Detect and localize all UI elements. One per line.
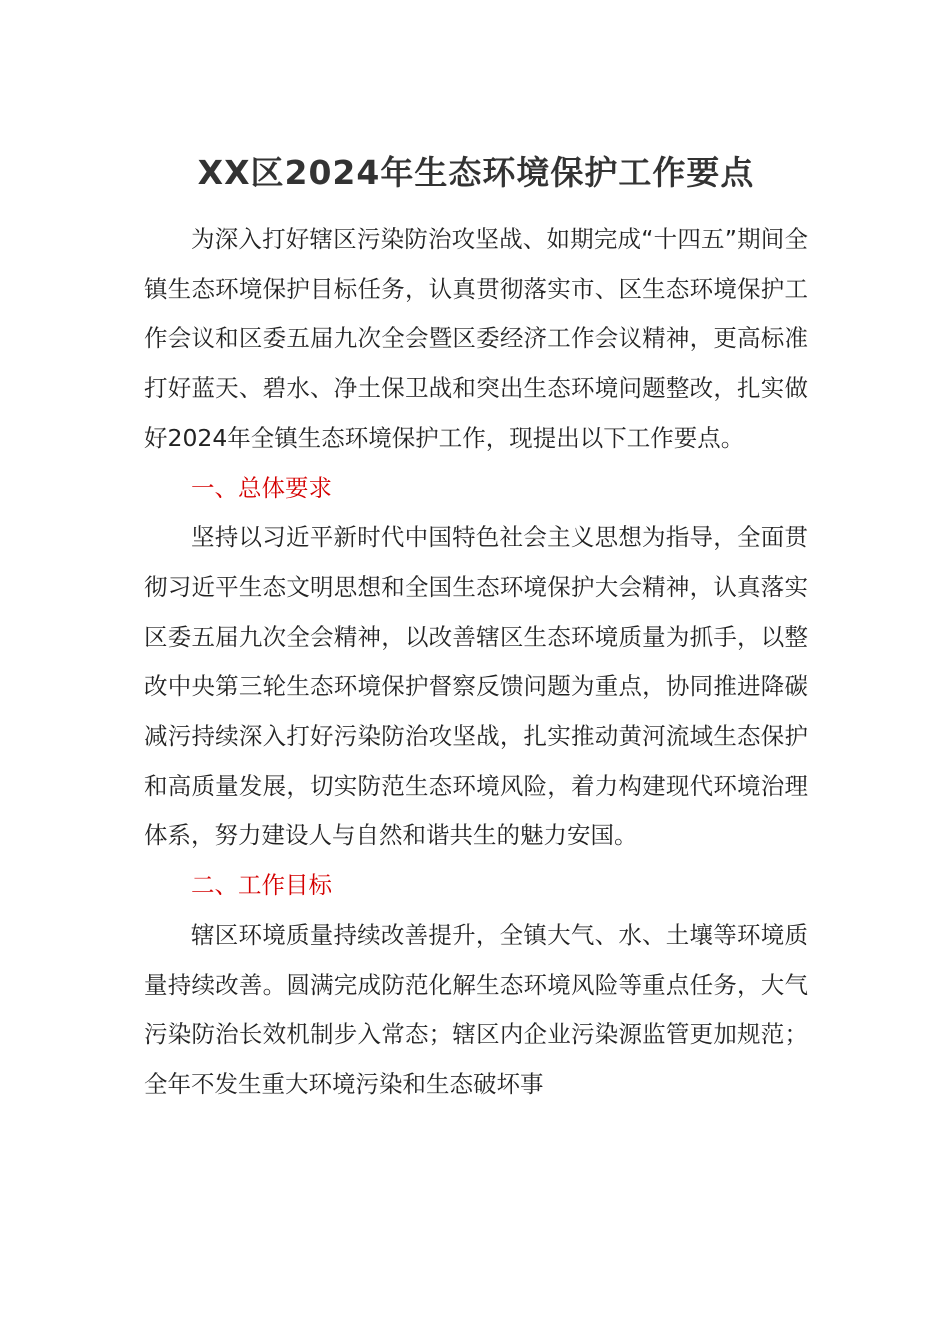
document-body [144,215,808,1110]
document-title: XX区2024年生态环境保护工作要点 [197,153,755,192]
section-body-work-goals: 辖区环境质量持续改善提升，全镇大气、水、土壤等环境质量持续改善。圆满完成防范化解生态环境风险等重点任务，大气污染防治长效机制步入常态；辖区内企业污染源监管更加规范；全年不发生重大环境污染和生态破坏事 [144,920,808,1098]
section-body-general-requirements: 坚持以习近平新时代中国特色社会主义思想为指导，全面贯彻习近平生态文明思想和全国生态环境保护大会精神，认真落实区委五届九次全会精神，以改善辖区生态环境质量为抓手，以整改中央第三轮生态环境保护督察反馈问题为重点，协同推进降碳减污持续深入打好污染防治攻坚战，扎实推动黄河流域生态保护和高质量发展，切实防范生态环境风险，着力构建现代环境治理体系，努力建设人与自然和谐共生的魅力安国。 [144,523,808,850]
intro-paragraph: 为深入打好辖区污染防治攻坚战、如期完成“十四五”期间全镇生态环境保护目标任务，认真贯彻落实市、区生态环境保护工作会议和区委五届九次全会暨区委经济工作会议精神，更高标准打好蓝天、碧水、净土保卫战和突出生态环境问题整改，扎实做好2024年全镇生态环境保护工作，现提出以下工作要点。 [144,225,808,452]
section-heading-work-goals: 二、工作目标 [191,871,332,900]
section-heading-general-requirements: 一、总体要求 [191,473,332,502]
